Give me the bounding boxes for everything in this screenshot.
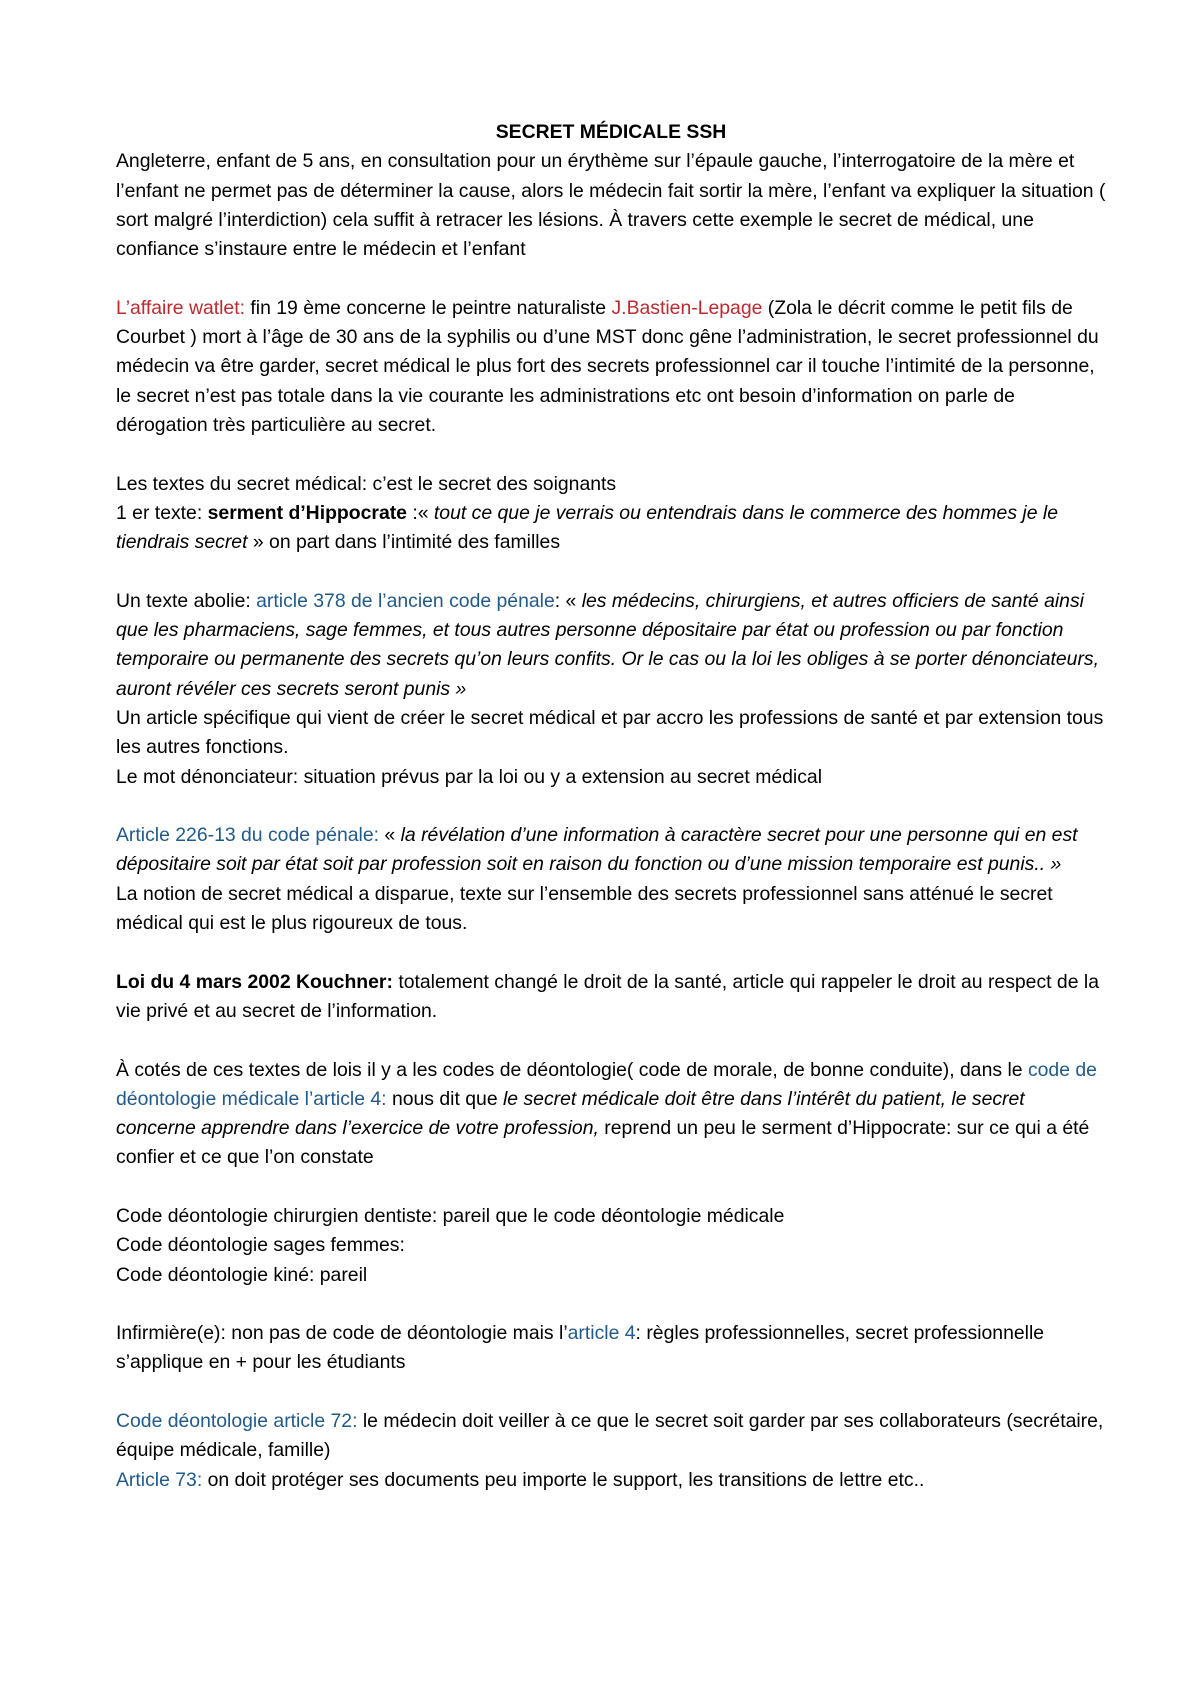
- code-dentiste-line: Code déontologie chirurgien dentiste: pareil que le code déontologie médicale: [116, 1204, 785, 1227]
- article-226-paragraph: Article 226-13 du code pénale: « la révélation d’une information à caractère secret pour une personne qui en est dépositaire soit par état soit par profession soit en raison du fonction ou d’une mission temporaire est punis.. »: [116, 824, 1078, 876]
- article-378-quote: les médecins, chirurgiens, et autres officiers de santé ainsi que les pharmaciens, sage femmes, et tous autres personne dépositaire par état ou profession ou par fonction temporaire ou permanente des secrets qu’on leurs confits. Or le cas ou la loi les obliges à se porter dénonciateurs, auront révéler ces secrets seront punis »: [116, 589, 1099, 700]
- deontologie-article-4-label: code de déontologie médicale l’article 4:: [116, 1058, 1097, 1110]
- watlet-label: L’affaire watlet:: [116, 296, 245, 319]
- serment-paragraph: 1 er texte: serment d’Hippocrate :« tout ce que je verrais ou entendrais dans le commerce des hommes je le tiendrais secret » on part dans l’intimité des familles: [116, 501, 1058, 554]
- article-226-quote: la révélation d’une information à caractère secret pour une personne qui en est dépositaire soit par état soit par profession soit en raison du fonction ou d’une mission temporaire est punis.. »: [116, 824, 1078, 876]
- document-page: [116, 118, 1106, 1495]
- serment-label: serment d’Hippocrate: [207, 501, 407, 524]
- loi-date: 4 mars 2002 Kouchner:: [179, 970, 393, 993]
- article-72-label: Code déontologie article 72:: [116, 1410, 358, 1433]
- abolie-paragraph: Un texte abolie: article 378 de l’ancien code pénale: « les médecins, chirurgiens, et autres officiers de santé ainsi que les pharmaciens, sage femmes, et tous autres personne dépositaire par état ou profession ou par fonction temporaire ou permanente des secrets qu’on leurs confits. Or le cas ou la loi les obliges à se porter dénonciateurs, auront révéler ces secrets seront punis »: [116, 589, 1099, 700]
- intro-paragraph: Angleterre, enfant de 5 ans, en consultation pour un érythème sur l’épaule gauche, l’interrogatoire de la mère et l’enfant ne permet pas de déterminer la cause, alors le médecin fait sortir la mère, l’enfant va expliquer la situation ( sort malgré l’interdiction) cela suffit à retracer les lésions. À travers cette exemple le secret de médical, une confiance s’instaure entre le médecin et l’enfant: [116, 150, 1106, 261]
- article-73-label: Article 73:: [116, 1468, 203, 1491]
- abolie-line-3: Le mot dénonciateur: situation prévus par la loi ou y a extension au secret médical: [116, 765, 823, 788]
- deontologie-paragraph: À cotés de ces textes de lois il y a les codes de déontologie( code de morale, de bonne conduite), dans le code de déontologie médicale l’article 4: nous dit que le secret médicale doit être dans l’intérêt du patient, le secret concerne apprendre dans l’exercice de votre profession, reprend un peu le serment d’Hippocrate: sur ce qui a été confier et ce que l’on constate: [116, 1058, 1097, 1169]
- code-kine-line: Code déontologie kiné: pareil: [116, 1263, 368, 1286]
- textes-heading: Les textes du secret médical: c’est le secret des soignants: [116, 472, 617, 495]
- infirmiere-article-label: article 4: [567, 1322, 636, 1345]
- deontologie-quote: le secret médicale doit être dans l’intérêt du patient, le secret concerne apprendre dans l’exercice de votre profession,: [116, 1087, 1025, 1140]
- painter-name: J.Bastien-Lepage: [611, 296, 763, 319]
- code-sages-femmes-line: Code déontologie sages femmes:: [116, 1234, 405, 1257]
- watlet-paragraph: L’affaire watlet: fin 19 ème concerne le peintre naturaliste J.Bastien-Lepage (Zola le décrit comme le petit fils de Courbet ) mort à l’âge de 30 ans de la syphilis ou d’une MST donc gêne l’administration, le secret professionnel du médecin va être garder, secret médical le plus fort des secrets professionnel car il touche l’intimité de la personne, le secret n’est pas totale dans la vie courante les administrations etc ont besoin d’information on parle de dérogation très particulière au secret.: [116, 296, 1099, 436]
- article-226-line-2: La notion de secret médical a disparue, texte sur l’ensemble des secrets professionnel sans atténué le secret médical qui est le plus rigoureux de tous.: [116, 882, 1053, 935]
- infirmiere-paragraph: Infirmière(e): non pas de code de déontologie mais l’article 4: règles professionnelles, secret professionnelle s’applique en + pour les étudiants: [116, 1322, 1045, 1374]
- article-72-paragraph: Code déontologie article 72: le médecin doit veiller à ce que le secret soit garder par ses collaborateurs (secrétaire, équipe médicale, famille): [116, 1410, 1104, 1462]
- article-378-label: article 378 de l’ancien code pénale: [256, 589, 555, 612]
- article-73-paragraph: Article 73: on doit protéger ses documents peu importe le support, les transitions de lettre etc..: [116, 1468, 925, 1491]
- loi-kouchner-paragraph: Loi du 4 mars 2002 Kouchner: totalement changé le droit de la santé, article qui rappeler le droit au respect de la vie privé et au secret de l’information.: [116, 970, 1099, 1022]
- article-226-label: Article 226-13 du code pénale:: [116, 824, 380, 847]
- serment-quote: tout ce que je verrais ou entendrais dans le commerce des hommes je le tiendrais secret: [116, 501, 1058, 554]
- abolie-line-2: Un article spécifique qui vient de créer le secret médical et par accro les professions de santé et par extension tous les autres fonctions.: [116, 706, 1104, 759]
- page-title: SECRET MÉDICALE SSH: [495, 121, 727, 143]
